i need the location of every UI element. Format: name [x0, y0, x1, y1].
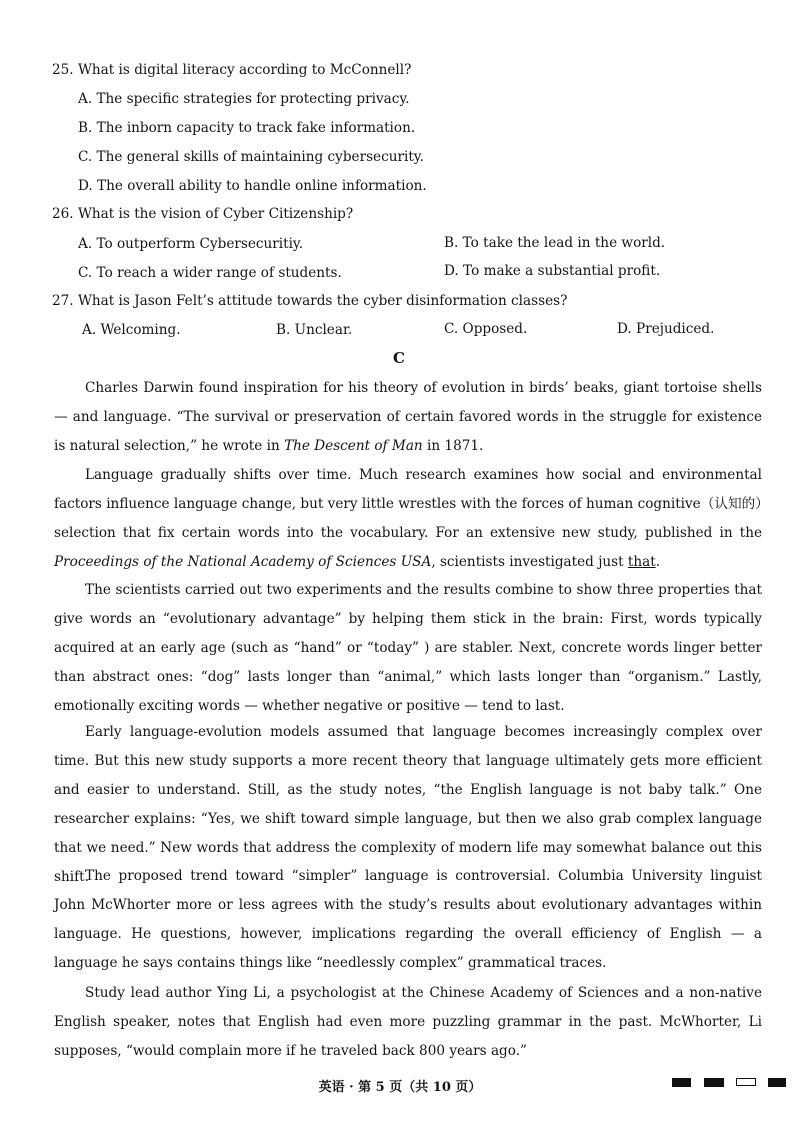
paragraph-2-mid: , scientists investigated just [431, 554, 628, 570]
question-25-option-b: B. The inborn capacity to track fake information. [78, 120, 416, 136]
question-27-option-c: C. Opposed. [444, 321, 528, 337]
passage-paragraph-6: Study lead author Ying Li, a psychologist at the Chinese Academy of Sciences and a non-native English speaker, notes that English had even more puzzling grammar in the past. McWhorter, Li supposes, “would complain more if he traveled back 800 years ago.” [54, 985, 762, 1059]
scan-mark-filled [672, 1078, 691, 1087]
question-27-option-d: D. Prejudiced. [617, 321, 715, 337]
scan-mark-filled [704, 1078, 724, 1087]
passage-paragraph-5: The proposed trend toward “simpler” language is controversial. Columbia University linguist John McWhorter more or less agrees with the study’s results about evolutionary advantages within language. He questions, however, implications regarding the overall efficiency of English — a language he says contains things like “needlessly complex” grammatical traces. [54, 868, 762, 971]
scan-mark-filled [768, 1078, 786, 1087]
page-footer: 英语 · 第 5 页（共 10 页） [318, 1080, 482, 1095]
question-27-stem: 27. What is Jason Felt’s attitude towards the cyber disinformation classes? [52, 293, 568, 309]
paragraph-1-text: Charles Darwin found inspiration for his theory of evolution in birds’ beaks, giant tortoise shells — and language. “The survival or preservation of certain favored words in the struggle for existence is natural selection,” he wrote in [54, 380, 762, 454]
question-27-option-a: A. Welcoming. [82, 322, 181, 338]
passage-paragraph-1 [54, 374, 762, 461]
question-26-option-b: B. To take the lead in the world. [444, 235, 666, 251]
paragraph-1-tail: in 1871. [422, 438, 484, 454]
question-25-option-c: C. The general skills of maintaining cybersecurity. [78, 149, 424, 165]
question-26-option-d: D. To make a substantial profit. [444, 263, 661, 279]
question-25-stem: 25. What is digital literacy according to McConnell? [52, 62, 412, 78]
question-27-option-b: B. Unclear. [276, 322, 353, 338]
scan-mark-open [736, 1078, 756, 1086]
journal-title: Proceedings of the National Academy of Sciences USA [54, 554, 432, 570]
paragraph-2-text: Language gradually shifts over time. Much research examines how social and environmental factors influence language change, but very little wrestles with the forces of human cognitive（认知的）selection that fix certain words into the vocabulary. For an extensive new study, published in the [54, 467, 762, 541]
question-26-option-a: A. To outperform Cybersecuritiy. [78, 236, 304, 252]
question-25-option-a: A. The specific strategies for protecting privacy. [78, 91, 410, 107]
section-letter: C [393, 349, 405, 367]
question-25-option-d: D. The overall ability to handle online information. [78, 178, 427, 194]
paragraph-2-tail: . [655, 554, 661, 570]
underlined-word: that [627, 554, 656, 570]
passage-paragraph-4: Early language-evolution models assumed that language becomes increasingly complex over time. But this new study supports a more recent theory that language ultimately gets more efficient and easier to understand. Still, as the study notes, “the English language is not baby talk.” One researcher explains: “Yes, we shift toward simple language, but then we also grab complex language that we need.” New words that address the complexity of modern life may somewhat balance out this shift. [54, 724, 762, 885]
book-title: The Descent of Man [284, 438, 423, 454]
passage-paragraph-3: The scientists carried out two experiments and the results combine to show three properties that give words an “evolutionary advantage” by helping them stick in the brain: First, words typically acquired at an early age (such as “hand” or “today” ) are stabler. Next, concrete words linger better than abstract ones: “dog” lasts longer than “animal,” which lasts longer than “organism.” Lastly, emotionally exciting words — whether negative or positive — tend to last. [54, 582, 762, 714]
question-26-stem: 26. What is the vision of Cyber Citizenship? [52, 206, 354, 222]
question-26-option-c: C. To reach a wider range of students. [78, 265, 342, 281]
passage-paragraph-2 [54, 461, 762, 577]
